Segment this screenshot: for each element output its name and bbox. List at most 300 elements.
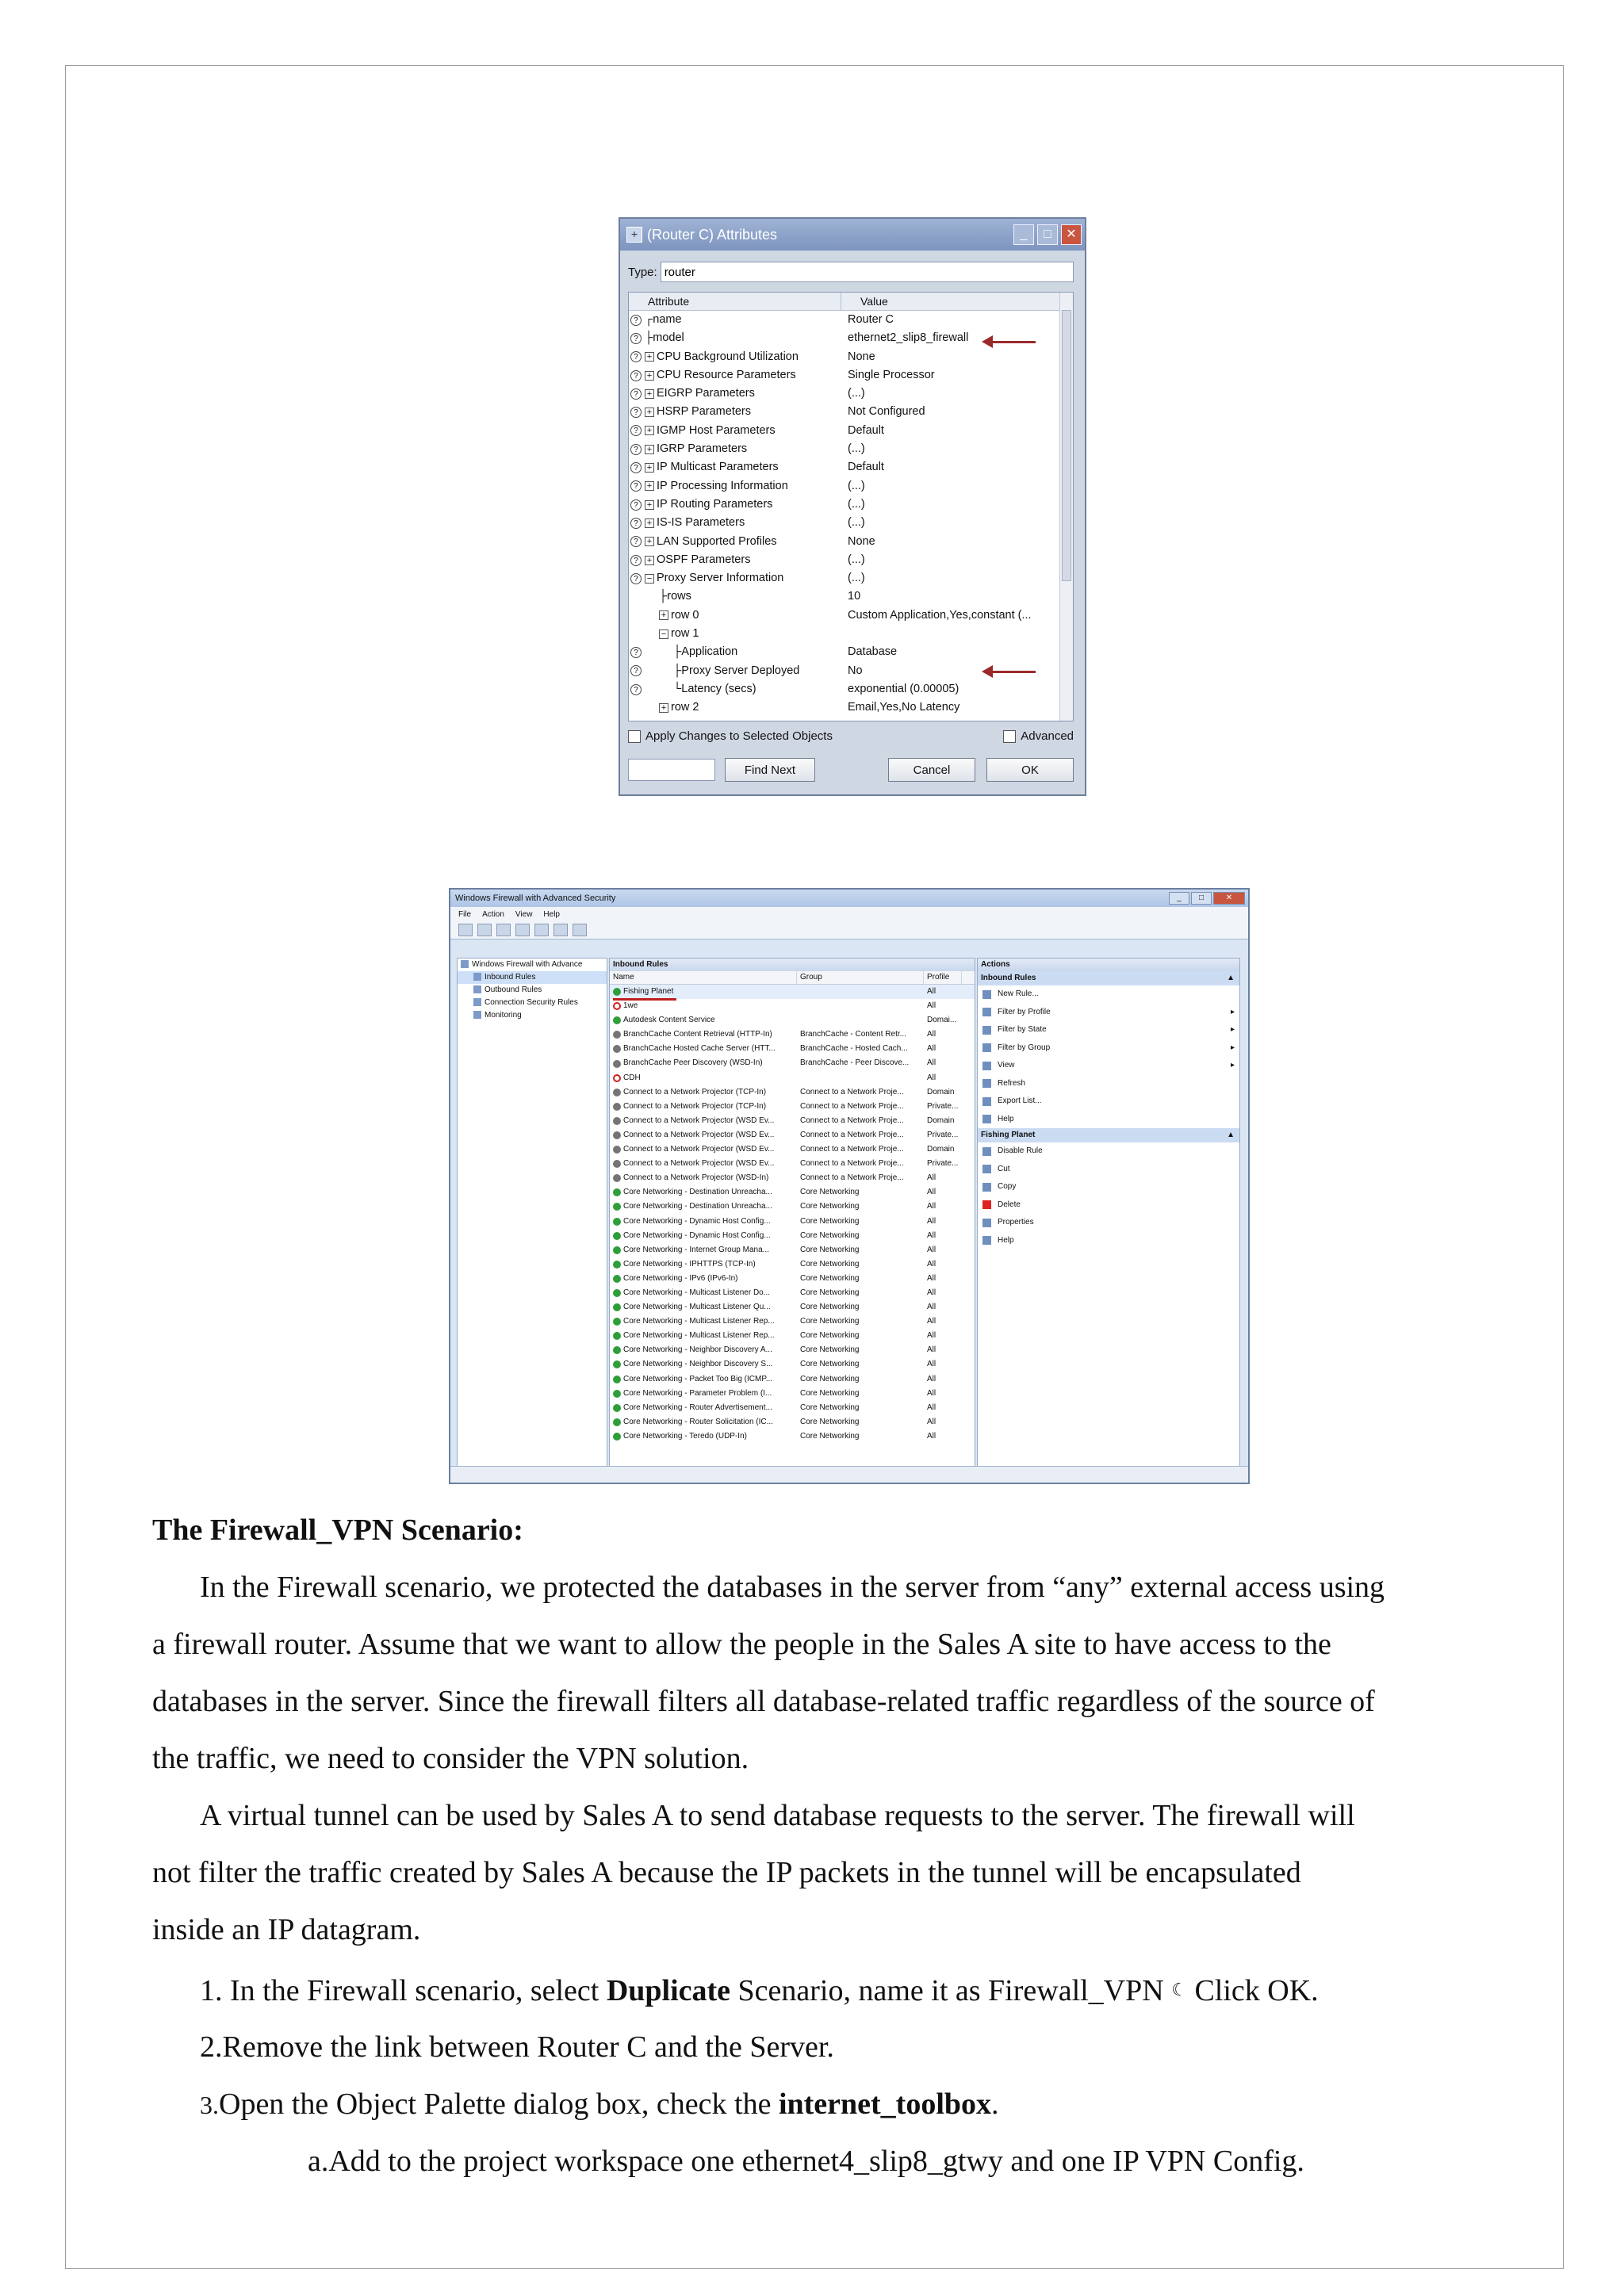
- rule-group: Core Networking: [800, 1331, 860, 1341]
- rule-group: Connect to a Network Proje...: [800, 1115, 904, 1125]
- rule-group: Connect to a Network Proje...: [800, 1087, 904, 1096]
- rule-row[interactable]: [610, 1329, 975, 1343]
- rule-name: Core Networking - Internet Group Mana...: [623, 1245, 769, 1254]
- rule-group: Core Networking: [800, 1288, 860, 1297]
- find-input[interactable]: [628, 759, 715, 781]
- rule-row[interactable]: [610, 1243, 975, 1257]
- enabled-rule-icon: [613, 1275, 621, 1283]
- paragraph-2-line-3: inside an IP datagram.: [152, 1913, 421, 1946]
- rule-profile: All: [927, 1001, 936, 1011]
- attribute-row[interactable]: [629, 533, 1073, 551]
- attribute-row[interactable]: [629, 311, 1073, 329]
- rule-group: Core Networking: [800, 1360, 860, 1369]
- attribute-row[interactable]: [629, 440, 1073, 458]
- help-icon[interactable]: ?: [630, 536, 642, 547]
- enabled-rule-icon: [613, 1404, 621, 1412]
- menu-view[interactable]: View: [515, 909, 533, 919]
- expand-icon[interactable]: +: [645, 500, 654, 510]
- advanced-checkbox[interactable]: [1003, 730, 1016, 743]
- rules-pane: [609, 958, 975, 1467]
- rule-group: Core Networking: [800, 1202, 860, 1211]
- enabled-rule-icon: [613, 1418, 621, 1426]
- rule-group: Core Networking: [800, 1431, 860, 1441]
- tree-node-icon: [473, 1011, 481, 1019]
- rule-group: Core Networking: [800, 1273, 860, 1283]
- rule-group: Core Networking: [800, 1259, 860, 1269]
- enabled-rule-icon: [613, 1390, 621, 1398]
- submenu-arrow-icon: ▸: [1230, 1043, 1235, 1052]
- expand-icon[interactable]: +: [645, 408, 654, 417]
- attribute-row[interactable]: [629, 403, 1073, 421]
- rule-row[interactable]: [610, 1171, 975, 1185]
- annotation-arrow-proxy: [985, 671, 1036, 673]
- action-icon: [982, 1165, 991, 1173]
- enabled-rule-icon: [613, 1218, 621, 1226]
- help-icon[interactable]: [553, 924, 568, 936]
- attribute-name: IGMP Host Parameters: [657, 423, 776, 437]
- attribute-value[interactable]: No: [848, 664, 863, 677]
- rule-row[interactable]: [610, 1415, 975, 1429]
- disabled-rule-icon: [613, 1117, 621, 1125]
- help-icon[interactable]: ?: [630, 333, 642, 344]
- maximize-button[interactable]: □: [1037, 224, 1058, 245]
- attribute-value[interactable]: None: [848, 534, 875, 548]
- rule-profile: All: [927, 1402, 936, 1412]
- rule-row[interactable]: [610, 1013, 975, 1027]
- rule-row[interactable]: [610, 985, 975, 999]
- section-heading: The Firewall_VPN Scenario:: [152, 1513, 523, 1547]
- attribute-row[interactable]: [629, 643, 1073, 661]
- attribute-row[interactable]: [629, 458, 1073, 476]
- action-label: Filter by State: [998, 1025, 1047, 1034]
- rule-name: Connect to a Network Projector (TCP-In): [623, 1087, 767, 1096]
- minimize-button[interactable]: _: [1013, 224, 1034, 245]
- rule-row[interactable]: [610, 1372, 975, 1387]
- rule-name: Core Networking - Router Advertisement...: [623, 1402, 772, 1412]
- action-item[interactable]: [978, 985, 1239, 1004]
- rule-profile: Domain: [927, 1145, 955, 1154]
- attribute-value[interactable]: Database: [848, 645, 898, 659]
- rule-name: Core Networking - Teredo (UDP-In): [623, 1431, 747, 1441]
- attribute-value[interactable]: ethernet2_slip8_firewall: [848, 331, 969, 345]
- enabled-rule-icon: [613, 1203, 621, 1211]
- rules-list: [610, 985, 975, 1444]
- attribute-row[interactable]: [629, 698, 1073, 717]
- rule-profile: All: [927, 1245, 936, 1254]
- disabled-rule-icon: [613, 1146, 621, 1154]
- attribute-name: IS-IS Parameters: [657, 516, 745, 530]
- action-item[interactable]: [978, 1111, 1239, 1129]
- rule-actions-list: [978, 1142, 1239, 1249]
- expand-icon[interactable]: +: [645, 537, 654, 546]
- firewall-menubar: [450, 907, 1248, 921]
- action-item[interactable]: [978, 1161, 1239, 1179]
- rule-profile: All: [927, 1044, 936, 1054]
- rule-row[interactable]: [610, 1215, 975, 1229]
- rule-group: Core Networking: [800, 1374, 860, 1383]
- attribute-value[interactable]: exponential (0.00005): [848, 682, 959, 695]
- navigation-tree: [457, 958, 607, 1467]
- attribute-row[interactable]: [629, 496, 1073, 514]
- expand-icon[interactable]: +: [645, 556, 654, 565]
- rule-row[interactable]: [610, 999, 975, 1013]
- expand-icon[interactable]: +: [645, 426, 654, 435]
- rule-name: Core Networking - Multicast Listener Qu...: [623, 1303, 771, 1312]
- expand-icon[interactable]: +: [645, 389, 654, 399]
- action-item[interactable]: [978, 1196, 1239, 1215]
- rule-row[interactable]: [610, 1056, 975, 1070]
- collapse-icon[interactable]: ▲: [1227, 1131, 1235, 1139]
- dialog-title: (Router C) Attributes: [647, 226, 778, 243]
- help-icon[interactable]: ?: [630, 351, 642, 362]
- submenu-arrow-icon: ▸: [1230, 1007, 1235, 1016]
- step-1: 1. In the Firewall scenario, select Duplicate Scenario, name it as Firewall_VPN ☾ Click OK.: [200, 1974, 1319, 2007]
- rule-profile: All: [927, 987, 936, 996]
- action-icon: [982, 1043, 991, 1052]
- annotation-arrow-model: [985, 341, 1036, 343]
- rule-row[interactable]: [610, 1200, 975, 1214]
- rule-group: BranchCache - Content Retr...: [800, 1030, 906, 1039]
- attribute-value[interactable]: Single Processor: [848, 368, 935, 381]
- windows-firewall-window: [449, 888, 1250, 1484]
- attribute-value[interactable]: Default: [848, 461, 884, 474]
- rule-profile: All: [927, 1173, 936, 1183]
- rule-row[interactable]: [610, 1401, 975, 1415]
- help-icon[interactable]: ?: [630, 407, 642, 418]
- scrollbar-thumb[interactable]: [1062, 310, 1071, 581]
- menu-file[interactable]: File: [458, 909, 472, 919]
- attribute-value[interactable]: Default: [848, 423, 884, 437]
- help-icon[interactable]: ?: [630, 388, 642, 400]
- button-row: [628, 758, 1074, 782]
- rule-row[interactable]: [610, 1085, 975, 1100]
- help-icon[interactable]: ?: [630, 555, 642, 566]
- disabled-rule-icon: [613, 1174, 621, 1182]
- attribute-row[interactable]: [629, 680, 1073, 698]
- rule-profile: All: [927, 1360, 936, 1369]
- export-icon[interactable]: [534, 924, 549, 936]
- firewall-close-button[interactable]: ✕: [1213, 892, 1245, 905]
- inbound-actions-list: [978, 985, 1239, 1128]
- tree-item[interactable]: [458, 997, 607, 1009]
- disabled-rule-icon: [613, 1160, 621, 1168]
- action-item[interactable]: [978, 1142, 1239, 1161]
- rule-group: Core Networking: [800, 1216, 860, 1226]
- grid-scrollbar[interactable]: [1059, 293, 1073, 721]
- rule-profile: All: [927, 1030, 936, 1039]
- action-item[interactable]: [978, 1232, 1239, 1250]
- action-item[interactable]: [978, 1093, 1239, 1111]
- menu-action[interactable]: Action: [482, 909, 504, 919]
- rule-row[interactable]: [610, 1357, 975, 1372]
- attribute-value[interactable]: (...): [848, 442, 865, 456]
- group-column-header[interactable]: Group: [797, 971, 924, 984]
- forward-icon[interactable]: [477, 924, 492, 936]
- rule-profile: Private...: [927, 1159, 959, 1169]
- rule-name: Core Networking - Multicast Listener Do...: [623, 1288, 771, 1297]
- rule-group: Connect to a Network Proje...: [800, 1145, 904, 1154]
- enabled-rule-icon: [613, 1360, 621, 1368]
- rule-row[interactable]: [610, 1314, 975, 1329]
- action-pane-icon[interactable]: [573, 924, 587, 936]
- action-item[interactable]: [978, 1178, 1239, 1196]
- rules-column-headers: [610, 971, 975, 985]
- attribute-row[interactable]: [629, 551, 1073, 569]
- show-hide-tree-icon[interactable]: [515, 924, 530, 936]
- attribute-name: ├Proxy Server Deployed: [673, 664, 800, 677]
- rule-group: Core Networking: [800, 1317, 860, 1326]
- help-icon[interactable]: ?: [630, 315, 642, 326]
- rule-row[interactable]: [610, 1272, 975, 1286]
- help-icon[interactable]: ?: [630, 518, 642, 529]
- rule-row[interactable]: [610, 1300, 975, 1314]
- name-column-header[interactable]: Name: [610, 971, 797, 984]
- action-label: Copy: [998, 1182, 1017, 1191]
- attribute-row[interactable]: [629, 569, 1073, 587]
- tree-node-icon: [473, 973, 481, 981]
- rule-name: Connect to a Network Projector (TCP-In): [623, 1101, 767, 1111]
- rule-name: Core Networking - Router Solicitation (IC...: [623, 1417, 773, 1426]
- rule-name: BranchCache Hosted Cache Server (HTT...: [623, 1044, 776, 1054]
- firewall-titlebar[interactable]: [450, 890, 1248, 907]
- help-icon[interactable]: ?: [630, 444, 642, 455]
- rule-row[interactable]: [610, 1257, 975, 1272]
- rule-group: BranchCache - Hosted Cach...: [800, 1044, 908, 1054]
- rule-name: Connect to a Network Projector (WSD-In): [623, 1173, 769, 1183]
- action-item[interactable]: [978, 1004, 1239, 1022]
- paragraph-1-line-4: the traffic, we need to consider the VPN solution.: [152, 1742, 749, 1775]
- attribute-value[interactable]: Not Configured: [848, 405, 925, 419]
- find-next-button[interactable]: Find Next: [725, 758, 815, 782]
- collapse-icon[interactable]: −: [659, 629, 668, 639]
- attribute-name: IP Routing Parameters: [657, 497, 773, 511]
- dialog-titlebar[interactable]: [620, 219, 1085, 251]
- help-icon[interactable]: ?: [630, 647, 642, 658]
- submenu-arrow-icon: ▸: [1230, 1025, 1235, 1034]
- tree-item[interactable]: [458, 959, 607, 971]
- block-rule-icon: [613, 1074, 621, 1082]
- attribute-value[interactable]: (...): [848, 497, 865, 511]
- collapse-icon[interactable]: −: [645, 574, 654, 584]
- cancel-button[interactable]: Cancel: [888, 758, 975, 782]
- attribute-row[interactable]: [629, 625, 1073, 643]
- rule-row[interactable]: [610, 1114, 975, 1128]
- expand-icon[interactable]: +: [645, 481, 654, 491]
- attribute-row[interactable]: [629, 385, 1073, 403]
- help-icon[interactable]: ?: [630, 684, 642, 695]
- action-item[interactable]: [978, 1057, 1239, 1075]
- disabled-rule-icon: [613, 1045, 621, 1053]
- attribute-grid: [628, 292, 1074, 721]
- attribute-column-header[interactable]: Attribute: [629, 293, 841, 310]
- enabled-rule-icon: [613, 1318, 621, 1326]
- expand-icon[interactable]: +: [645, 463, 654, 473]
- actions-section-inbound[interactable]: [978, 971, 1239, 985]
- expand-icon[interactable]: +: [645, 445, 654, 454]
- attribute-row[interactable]: [629, 477, 1073, 496]
- rule-row[interactable]: [610, 1429, 975, 1444]
- rule-name: Core Networking - Dynamic Host Config...: [623, 1216, 771, 1226]
- tree-node-icon: [473, 998, 481, 1006]
- attribute-row[interactable]: [629, 366, 1073, 385]
- rule-group: BranchCache - Peer Discove...: [800, 1058, 910, 1068]
- expand-icon[interactable]: +: [659, 703, 668, 713]
- action-label: Export List...: [998, 1096, 1042, 1105]
- help-icon[interactable]: ?: [630, 425, 642, 436]
- attribute-row[interactable]: [629, 587, 1073, 606]
- tree-item-label: Windows Firewall with Advance: [472, 960, 583, 969]
- attribute-row[interactable]: [629, 514, 1073, 532]
- expand-icon[interactable]: +: [645, 371, 654, 381]
- rule-row[interactable]: [610, 1142, 975, 1157]
- action-icon: [982, 1236, 991, 1245]
- menu-help[interactable]: Help: [543, 909, 560, 919]
- action-label: Help: [998, 1235, 1014, 1245]
- attribute-value[interactable]: (...): [848, 479, 865, 492]
- ok-button[interactable]: OK: [986, 758, 1074, 782]
- expand-icon[interactable]: +: [645, 519, 654, 528]
- expand-icon[interactable]: +: [645, 352, 654, 362]
- rule-name: Connect to a Network Projector (WSD Ev...: [623, 1159, 775, 1169]
- enabled-rule-icon: [613, 1016, 621, 1024]
- rule-name: Fishing Planet: [623, 987, 674, 996]
- type-label: Type:: [628, 265, 657, 279]
- action-item[interactable]: [978, 1075, 1239, 1093]
- submenu-arrow-icon: ▸: [1230, 1061, 1235, 1070]
- annotation-underline: [613, 998, 676, 1001]
- rule-row[interactable]: [610, 1157, 975, 1171]
- rule-row[interactable]: [610, 1185, 975, 1200]
- help-icon[interactable]: ?: [630, 480, 642, 492]
- disabled-rule-icon: [613, 1131, 621, 1139]
- attribute-value[interactable]: (...): [848, 516, 865, 530]
- attribute-value[interactable]: (...): [848, 553, 865, 566]
- action-item[interactable]: [978, 1039, 1239, 1058]
- enabled-rule-icon: [613, 1246, 621, 1254]
- apply-checkbox[interactable]: [628, 730, 641, 743]
- action-label: Properties: [998, 1218, 1034, 1226]
- collapse-icon[interactable]: ▲: [1227, 974, 1235, 982]
- action-label: Delete: [998, 1200, 1021, 1209]
- attribute-name: ├model: [645, 331, 684, 345]
- disabled-rule-icon: [613, 1060, 621, 1068]
- profile-column-header[interactable]: Profile: [924, 971, 962, 984]
- rule-name: Connect to a Network Projector (WSD Ev...: [623, 1115, 775, 1125]
- action-item[interactable]: [978, 1214, 1239, 1232]
- actions-section-selected[interactable]: [978, 1128, 1239, 1142]
- rule-profile: Private...: [927, 1130, 959, 1139]
- actions-pane: [977, 958, 1240, 1467]
- attribute-value[interactable]: [841, 625, 1073, 643]
- rule-group: [797, 985, 924, 999]
- apply-label: Apply Changes to Selected Objects: [645, 729, 833, 743]
- attribute-value[interactable]: (...): [848, 387, 865, 400]
- attribute-row[interactable]: [629, 607, 1073, 625]
- attribute-value[interactable]: 10: [848, 590, 861, 603]
- attribute-value[interactable]: (...): [848, 572, 865, 585]
- rule-profile: All: [927, 1259, 936, 1269]
- actions-header: Actions: [978, 959, 1239, 971]
- rule-row[interactable]: [610, 1128, 975, 1142]
- action-icon: [982, 1183, 991, 1192]
- rule-name: Connect to a Network Projector (WSD Ev...: [623, 1145, 775, 1154]
- firewall-maximize-button[interactable]: □: [1191, 892, 1212, 905]
- rule-row[interactable]: [610, 1286, 975, 1300]
- rule-group: Core Networking: [800, 1417, 860, 1426]
- attribute-value[interactable]: Custom Application,Yes,constant (...: [848, 608, 1032, 622]
- action-label: Filter by Profile: [998, 1007, 1051, 1016]
- help-icon[interactable]: ?: [630, 499, 642, 511]
- attribute-row[interactable]: [629, 422, 1073, 440]
- rule-row[interactable]: [610, 1071, 975, 1085]
- attribute-value[interactable]: Email,Yes,No Latency: [848, 701, 960, 714]
- rule-profile: All: [927, 1230, 936, 1240]
- disabled-rule-icon: [613, 1031, 621, 1039]
- rule-row[interactable]: [610, 1229, 975, 1243]
- step-3: 3.Open the Object Palette dialog box, check the internet_toolbox.: [200, 2087, 999, 2121]
- rule-name: BranchCache Content Retrieval (HTTP-In): [623, 1030, 772, 1039]
- help-icon[interactable]: ?: [630, 462, 642, 473]
- rule-row[interactable]: [610, 1343, 975, 1357]
- rule-row[interactable]: [610, 1100, 975, 1114]
- tree-item[interactable]: [458, 1009, 607, 1022]
- rules-pane-header: Inbound Rules: [610, 959, 975, 971]
- rule-group: Core Networking: [800, 1345, 860, 1355]
- enabled-rule-icon: [613, 1433, 621, 1441]
- step-3a: a.Add to the project workspace one ethernet4_slip8_gtwy and one IP VPN Config.: [308, 2145, 1304, 2178]
- rule-group: [797, 1013, 924, 1027]
- back-icon[interactable]: [458, 924, 473, 936]
- rule-row[interactable]: [610, 1027, 975, 1042]
- attribute-value[interactable]: None: [848, 350, 875, 363]
- rule-name: Autodesk Content Service: [623, 1016, 715, 1025]
- tree-item[interactable]: [458, 971, 607, 984]
- attribute-row[interactable]: [629, 348, 1073, 366]
- help-icon[interactable]: ?: [630, 573, 642, 584]
- attribute-name: ├rows: [659, 590, 691, 603]
- action-label: New Rule...: [998, 989, 1039, 998]
- help-icon[interactable]: ?: [630, 370, 642, 381]
- rule-profile: All: [927, 1317, 936, 1326]
- rule-profile: All: [927, 1288, 936, 1297]
- rule-name: Core Networking - Multicast Listener Rep...: [623, 1331, 775, 1341]
- attribute-name: └Latency (secs): [673, 682, 756, 695]
- close-button[interactable]: ✕: [1061, 224, 1082, 245]
- rule-profile: All: [927, 1417, 936, 1426]
- firewall-minimize-button[interactable]: _: [1169, 892, 1189, 905]
- action-icon: [982, 1026, 991, 1035]
- grid-body: [629, 311, 1073, 718]
- rule-row[interactable]: [610, 1042, 975, 1056]
- tree-item-label: Inbound Rules: [485, 973, 536, 982]
- type-input[interactable]: [661, 262, 1074, 282]
- rule-group: Connect to a Network Proje...: [800, 1130, 904, 1139]
- attribute-name: LAN Supported Profiles: [657, 534, 777, 548]
- up-icon[interactable]: [496, 924, 511, 936]
- rule-group: Core Networking: [800, 1230, 860, 1240]
- help-icon[interactable]: ?: [630, 665, 642, 676]
- rule-row[interactable]: [610, 1387, 975, 1401]
- action-icon: [982, 1079, 991, 1088]
- grid-header: [629, 293, 1073, 311]
- attribute-row[interactable]: [629, 329, 1073, 347]
- value-column-header[interactable]: Value: [860, 295, 888, 308]
- paragraph-2-line-1: A virtual tunnel can be used by Sales A to send database requests to the server. The firewall will: [200, 1799, 1355, 1832]
- attribute-value[interactable]: Router C: [848, 313, 894, 326]
- expand-icon[interactable]: +: [659, 610, 668, 620]
- action-item[interactable]: [978, 1021, 1239, 1039]
- tree-item[interactable]: [458, 984, 607, 997]
